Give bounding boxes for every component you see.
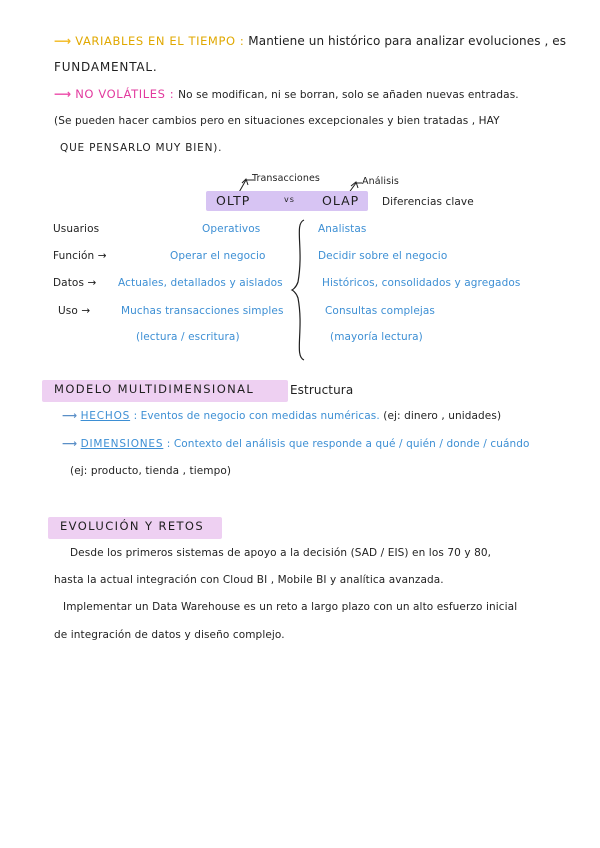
oltp-label: OLTP [216,193,251,208]
hechos-line [62,410,501,422]
arrow-right-icon: → [81,305,91,317]
olap-datos: Históricos, consolidados y agregados [322,277,521,289]
evolucion-p2-line1: Implementar un Data Warehouse es un reto a largo plazo con un alto esfuerzo inicial [63,601,518,613]
pink-arrow-icon: ⟶ [54,87,72,101]
row-label-datos: Datos → [53,277,97,289]
olap-uso: Consultas complejas [325,305,436,317]
dimensiones-label: DIMENSIONES [80,438,164,450]
evolucion-p2-line2: de integración de datos y diseño complejo. [54,629,285,641]
cambios-text: (Se pueden hacer cambios pero en situaciones excepcionales y bien tratadas , HAY [54,115,500,127]
yellow-arrow-icon: ⟶ [54,34,72,48]
olap-funcion: Decidir sobre el negocio [318,250,448,262]
no-volatiles-text: No se modifican, ni se borran, solo se añaden nuevas entradas. [178,89,519,101]
oltp-usuarios: Operativos [202,223,261,235]
arrow-right-icon: → [87,277,97,289]
dimensiones-line [62,438,530,450]
olap-uso-sub: (mayoría lectura) [330,331,423,343]
dimensiones-example: (ej: producto, tienda , tiempo) [70,465,232,477]
blue-arrow-icon: ⟶ [62,410,78,422]
oltp-datos: Actuales, detallados y aislados [118,277,283,289]
variables-tiempo-line [54,34,566,48]
evolucion-p1-line1: Desde los primeros sistemas de apoyo a la decisión (SAD / EIS) en los 70 y 80, [70,547,492,559]
oltp-vs-olap-header [206,191,368,211]
olap-label: OLAP [322,193,360,208]
evolucion-title: EVOLUCIÓN Y RETOS [48,517,222,539]
vs-label: vs [284,195,295,204]
oltp-funcion: Operar el negocio [170,250,266,262]
pensarlo-text: QUE PENSARLO MUY BIEN). [60,142,223,154]
arrow-right-icon: → [97,250,107,262]
row-label-uso: Uso → [58,305,91,317]
oltp-uso: Muchas transacciones simples [121,305,284,317]
evolucion-p1-line2: hasta la actual integración con Cloud BI , Mobile BI y analítica avanzada. [54,574,444,586]
no-volatiles-title: NO VOLÁTILES : [75,87,175,101]
estructura-note: Estructura [290,383,354,397]
variables-tiempo-text: Mantiene un histórico para analizar evoluciones , es [248,34,567,48]
no-volatiles-line [54,87,519,101]
variables-tiempo-title: VARIABLES EN EL TIEMPO : [75,34,245,48]
modelo-title: MODELO MULTIDIMENSIONAL [42,380,288,402]
hechos-text: : Eventos de negocio con medidas numéricas. [133,410,380,422]
diferencias-clave: Diferencias clave [382,196,474,208]
row-label-usuarios: Usuarios [53,223,100,235]
oltp-uso-sub: (lectura / escritura) [136,331,240,343]
fundamental-text: FUNDAMENTAL. [54,60,158,74]
olap-usuarios: Analistas [318,223,367,235]
curly-brace-icon [290,218,310,362]
row-label-funcion: Función → [53,250,107,262]
hechos-example: (ej: dinero , unidades) [383,410,502,422]
olap-note: Análisis [362,176,399,187]
oltp-note: Transacciones [252,173,320,184]
blue-arrow-icon: ⟶ [62,438,78,450]
dimensiones-text: : Contexto del análisis que responde a qué / quién / donde / cuándo [166,438,530,450]
hechos-label: HECHOS [80,410,131,422]
